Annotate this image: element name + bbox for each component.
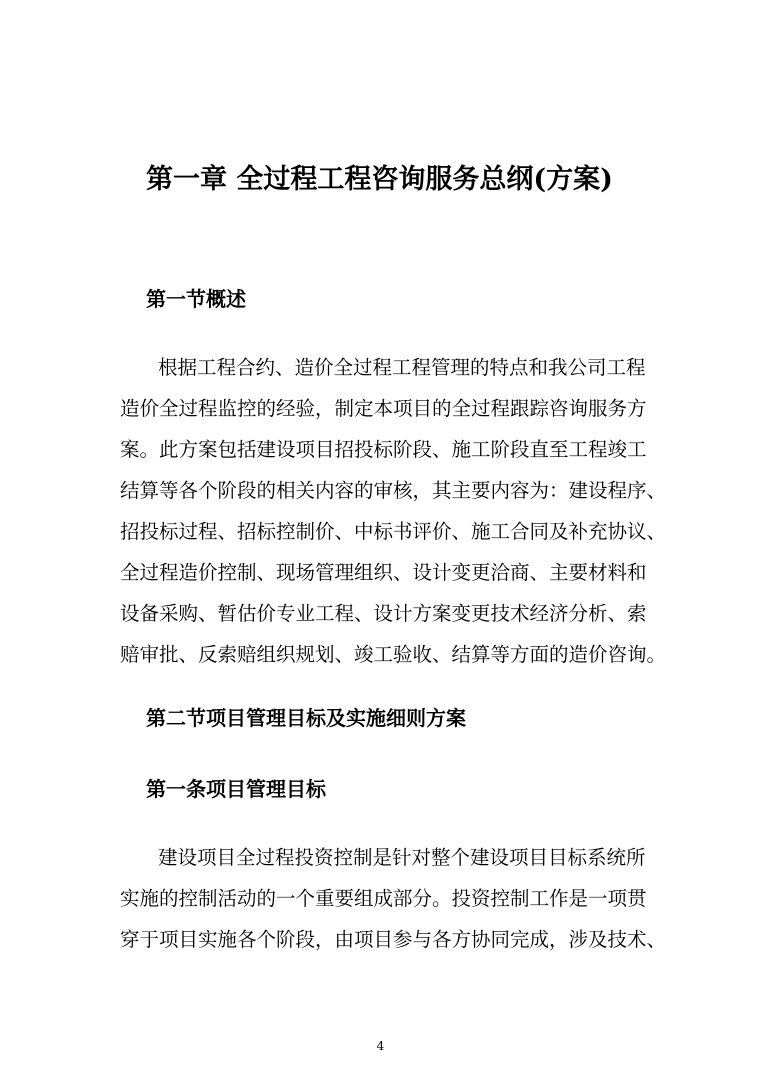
paragraph-line: 根据工程合约、造价全过程工程管理的特点和我公司工程 xyxy=(158,356,646,379)
paragraph-line: 结算等各个阶段的相关内容的审核，其主要内容为：建设程序、 xyxy=(120,479,667,502)
section-heading-objectives: 第二节项目管理目标及实施细则方案 xyxy=(146,706,466,730)
section-heading-overview: 第一节概述 xyxy=(146,287,246,311)
paragraph-line: 招投标过程、招标控制价、中标书评价、施工合同及补充协议、 xyxy=(120,520,667,543)
page-number: 4 xyxy=(376,1039,385,1053)
paragraph-line: 建设项目全过程投资控制是针对整个建设项目目标系统所 xyxy=(158,846,646,869)
paragraph-line: 穿于项目实施各个阶段，由项目参与各方协同完成，涉及技术、 xyxy=(120,928,667,951)
paragraph-line: 全过程造价控制、现场管理组织、设计变更洽商、主要材料和 xyxy=(120,561,647,584)
paragraph-line: 设备采购、暂估价专业工程、设计方案变更技术经济分析、索 xyxy=(120,602,647,625)
paragraph-line: 造价全过程监控的经验，制定本项目的全过程跟踪咨询服务方 xyxy=(120,397,647,420)
paragraph-line: 赔审批、反索赔组织规划、竣工验收、结算等方面的造价咨询。 xyxy=(120,643,667,666)
chapter-title: 第一章 全过程工程咨询服务总纲(方案) xyxy=(146,164,613,195)
paragraph-line: 实施的控制活动的一个重要组成部分。投资控制工作是一项贯 xyxy=(120,887,647,910)
article-heading: 第一条项目管理目标 xyxy=(146,777,326,801)
paragraph-line: 案。此方案包括建设项目招投标阶段、施工阶段直至工程竣工 xyxy=(120,438,647,461)
